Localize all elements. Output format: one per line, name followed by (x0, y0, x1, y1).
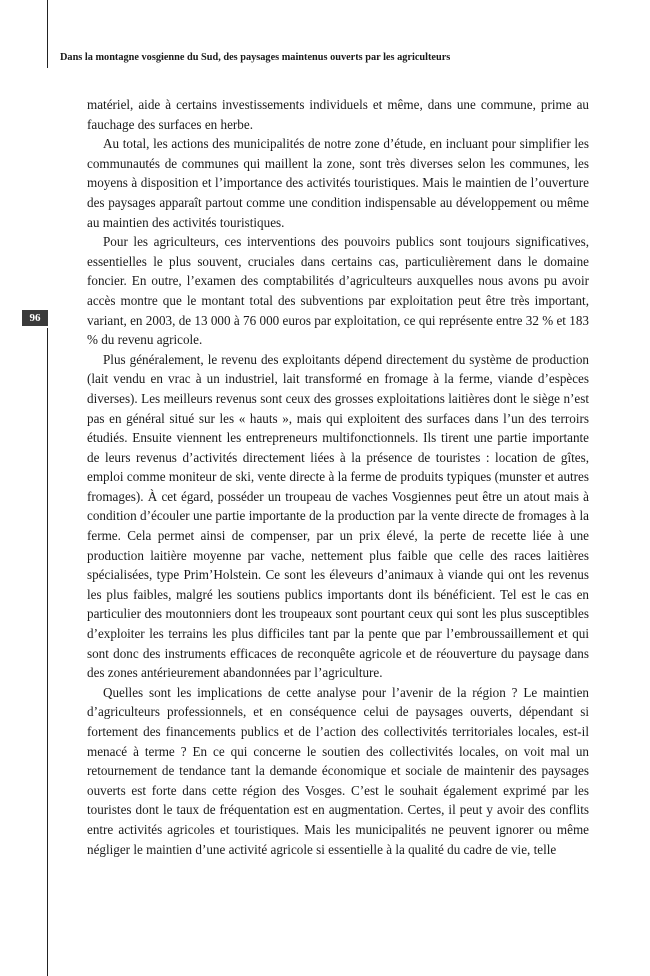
margin-rule-bottom (47, 328, 48, 976)
paragraph-4: Plus généralement, le revenu des exploitants dépend directement du système de production (lait vendu en vrac à un industriel, lait transformé en fromage à la ferme, viande d’espèces diverses). Les meilleurs revenus sont ceux des grosses exploitations laitières dont le siège n’est pas en général situé sur les « hauts », mais qui exploitent des surfaces dans l’un des terroirs étudiés. Ensuite viennent les entrepreneurs multifonctionnels. Ils tirent une partie importante de leurs revenus d’activités directement liées à la présence de touristes : location de gîtes, emploi comme moniteur de ski, vente directe à la ferme de produits typiques (munster et autres fromages). À cet égard, posséder un troupeau de vaches Vosgiennes peut être un atout mais à condition d’écouler une partie importante de la production par la vente directe de fromages à la ferme. Cela permet ainsi de compenser, par un prix élevé, la perte de recette liée à une production laitière moyenne par vache, nettement plus faible que celle des races laitières spécialisées, type Prim’Holstein. Ce sont les éleveurs d’animaux à viande qui ont les revenus les plus faibles, malgré les soutiens publics importants dont ils bénéficient. Tel est le cas en particulier des moutonniers dont les troupeaux sont pourtant ceux qui sont les plus susceptibles d’exploiter les terrains les plus difficiles tant par la pente que par l’embroussaillement et qui sont donc des instruments efficaces de reconquête agricole et de réouverture du paysage dans des zones antérieurement abandonnées par l’agriculture. (87, 351, 589, 681)
paragraph-2: Au total, les actions des municipalités de notre zone d’étude, en incluant pour simplifier les communautés de communes qui maillent la zone, sont très diverses selon les communes, les moyens à disposition et l’importance des activités touristiques. Mais le maintien de l’ouverture des paysages apparaît partout comme une condition indispensable au développement ou même au maintien des activités touristiques. (87, 136, 589, 230)
body-text (87, 95, 589, 859)
paragraph-1: matériel, aide à certains investissements individuels et même, dans une commune, prime au fauchage des surfaces en herbe. (87, 97, 589, 132)
page-number-badge: 96 (22, 310, 48, 326)
running-header: Dans la montagne vosgienne du Sud, des paysages maintenus ouverts par les agriculteurs (60, 52, 451, 63)
paragraph-3: Pour les agriculteurs, ces interventions des pouvoirs publics sont toujours significatives, essentielles le plus souvent, cruciales dans certains cas, particulièrement dans le domaine foncier. En outre, l’examen des comptabilités d’agriculteurs auxquelles nous avons pu avoir accès montre que le montant total des subventions par exploitation peut être très important, variant, en 2003, de 13 000 à 76 000 euros par exploitation, ce qui représente entre 32 % et 183 % du revenu agricole. (87, 234, 589, 348)
margin-rule-top (47, 0, 48, 68)
paragraph-5: Quelles sont les implications de cette analyse pour l’avenir de la région ? Le maintien d’agriculteurs professionnels, et en conséquence celui de paysages ouverts, dépendant si fortement des financements publics et de l’action des collectivités territoriales locales, est-il menacé à terme ? En ce qui concerne le soutien des collectivités locales, on voit mal un retournement de tendance tant la demande économique et sociale de maintenir des paysages ouverts est forte dans cette région des Vosges. C’est le souhait également exprimé par les touristes dont le taux de fréquentation est en augmentation. Certes, il peut y avoir des conflits entre activités agricoles et touristiques. Mais les municipalités ne peuvent ignorer ou même négliger le maintien d’une activité agricole si essentielle à la qualité du cadre de vie, telle (87, 684, 589, 857)
